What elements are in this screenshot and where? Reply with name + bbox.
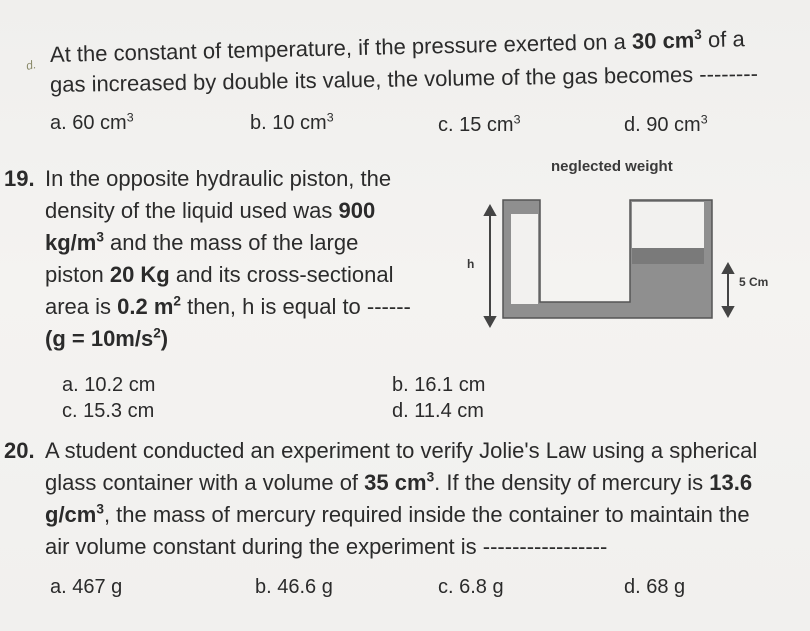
q19-option-b[interactable]: b. 16.1 cm (392, 374, 486, 396)
q20-line-4: air volume constant during the experiment is ----------------- (45, 534, 608, 559)
q18-option-d[interactable]: d. 90 $cm^3$ (624, 112, 708, 136)
side-height-label: 5 Cm (739, 275, 769, 289)
q19-line-5: area is 0.2 $m^2$ then, h is equal to ------ (45, 293, 411, 319)
q20-option-b[interactable]: b. 46.6 g (255, 576, 333, 598)
q20-option-c[interactable]: c. 6.8 g (438, 576, 504, 598)
q20-option-a[interactable]: a. 467 g (50, 576, 123, 598)
q18-line-2: gas increased by double its value, the volume of the gas becomes -------- (49, 60, 759, 97)
q20-line-1: A student conducted an experiment to verify Jolie's Law using a spherical (45, 438, 758, 463)
q19-option-a[interactable]: a. 10.2 cm (62, 374, 156, 396)
large-piston (632, 248, 704, 264)
q19-line-6: $(g = 10m/s^2)$ (45, 325, 169, 351)
piston-container-svg (480, 190, 750, 330)
q18-line-1: At the constant of temperature, if the pressure exerted on a 30 $cm^3$ of a (49, 26, 745, 67)
q19-option-d[interactable]: d. 11.4 cm (392, 400, 484, 422)
q18-option-a[interactable]: a. 60 $cm^3$ (50, 110, 134, 134)
question-marker: d. (24, 57, 38, 73)
q19-line-1: In the opposite hydraulic piston, the (45, 166, 392, 191)
q19-option-c[interactable]: c. 15.3 cm (62, 400, 155, 422)
q19-line-3: $kg/m^3$ and the mass of the large (45, 229, 359, 255)
q20-line-2: glass container with a volume of 35 $cm^3$. If the density of mercury is 13.6 (45, 469, 753, 495)
neglected-weight-label: neglected weight (551, 158, 673, 175)
q20-option-d[interactable]: d. 68 g (624, 576, 686, 598)
q18-option-c[interactable]: c. 15 $cm^3$ (438, 112, 521, 136)
h-arrow (485, 206, 495, 326)
q19-line-4: piston 20 Kg and its cross-sectional (45, 262, 394, 287)
q20-number: 20. (4, 438, 35, 463)
side-height-arrow (723, 264, 733, 316)
small-cylinder-gap (511, 214, 538, 304)
q20-line-3: $g/cm^3$, the mass of mercury required inside the container to maintain the (45, 501, 750, 527)
q19-line-2: density of the liquid used was 900 (45, 198, 376, 223)
q18-option-b[interactable]: b. 10 $cm^3$ (250, 110, 334, 134)
large-cylinder-gap (632, 202, 704, 248)
h-label: h (467, 257, 475, 271)
q19-number: 19. (4, 166, 35, 191)
